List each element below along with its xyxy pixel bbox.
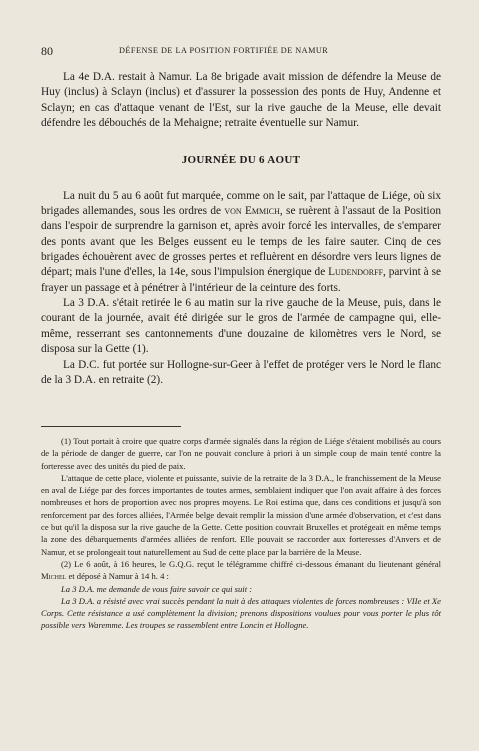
para2-text-a: La nuit du 5 au 6 août fut marquée, comme on le sait, par l'attaque de Liége, où six brigades allemandes, sous les ordres de bbox=[41, 189, 441, 218]
paragraph-3rd-division: La 3 D.A. s'était retirée le 6 au matin sur la rive gauche de la Meuse, puis, dans le courant de la journée, avait été dirigée sur le gros de l'armée de campagne qui, elle-même, resserrant ses cantonnements d'une douzaine de kilomètres vers le Nord, se disposa sur la Gette (1). bbox=[41, 297, 441, 356]
name-von-emmich: von Emmich bbox=[224, 205, 280, 218]
paragraph-cavalry-division: La D.C. fut portée sur Hollogne-sur-Geer à l'effet de protéger vers le Nord le flanc de la 3 D.A. en retraite (2). bbox=[41, 358, 441, 386]
page-number: 80 bbox=[41, 44, 53, 58]
footnotes bbox=[41, 435, 441, 632]
name-ludendorff: Ludendorff bbox=[328, 266, 384, 279]
para2-text-b: , se ruèrent à l'assaut de la Position dans l'espoir de surprendre la garnison et, après avoir forcé les intervalles, de s'emparer des ponts avant que les Belges eussent eu le temps de les faire sauter. Cinq de ces brigades échouèrent avec de grosses pertes et refluèrent en désordre vers leurs lignes de départ; mais l'une d'elles, la 14e, sous l'impulsion énergique de bbox=[41, 205, 441, 279]
telegram-line-2: La 3 D.A. a résisté avec vrai succès pendant la nuit à des attaques violentes de forces nombreuses : VIIe et Xe Corps. Cette résistance a usé complètement la division; prenons dispositions voulues pour vous porter le plus tôt possible vers Waremme. Les troupes se rassemblent entre Loncin et Hollogne. bbox=[41, 595, 441, 631]
running-title: DÉFENSE DE LA POSITION FORTIFIÉE DE NAMUR bbox=[119, 46, 329, 55]
paragraph-night-attack bbox=[41, 189, 441, 296]
footnote-2-text-a: (2) Le 6 août, à 16 heures, le G.Q.G. reçut le télégramme chiffré ci-dessous émanant du lieutenant général bbox=[61, 558, 441, 569]
main-text bbox=[41, 70, 441, 388]
footnote-2 bbox=[41, 558, 441, 583]
footnote-1: (1) Tout portait à croire que quatre corps d'armée signalés dans la région de Liége s'étaient mobilisés au cours de la période de danger de guerre, car l'on ne pouvait conclure à priori à un simple coup de main tenté contre la forteresse avec des unités du pied de paix. bbox=[41, 436, 441, 471]
footnote-rule bbox=[41, 426, 181, 427]
telegram-line-1: La 3 D.A. me demande de vous faire savoir ce qui suit : bbox=[61, 583, 253, 594]
para2-text-c: , parvint à se frayer un passage et à pénétrer à l'intérieur de la ceinture des forts. bbox=[41, 266, 441, 294]
footnote-2-text-b: et déposé à Namur à 14 h. 4 : bbox=[66, 571, 169, 582]
footnote-1-continued: L'attaque de cette place, violente et puissante, suivie de la retraite de la 3 D.A., le franchissement de la Meuse en aval de Liége par des forces importantes de toutes armes, semblaient indiquer que l'on avait affaire à des forces nombreuses et hors de proportion avec nos propres moyens. Le Roi estima que, dans ces conditions et jusqu'à son renforcement par des forces alliées, l'Armée belge devait remplir la mission d'une armée d'observation, et c'est dans ce but qu'il la disposa sur la rive gauche de la Gette. Cette position couvrait Bruxelles et protégeait en même temps la zone des débarquements d'armées alliées de renfort. Elle pouvait se raccorder aux forteresses d'Anvers et de Namur, et se prolongeait tout naturellement au Sud de cette place par la barrière de la Meuse. bbox=[41, 472, 441, 557]
name-michel: Michel bbox=[41, 571, 67, 582]
page-header bbox=[41, 44, 441, 58]
paragraph-4th-division: La 4e D.A. restait à Namur. La 8e brigade avait mission de défendre la Meuse de Huy (inclus) à Sclayn (inclus) et d'assurer la possession des ponts de Huy, Andenne et Sclayn; en cas d'attaque venant de l'Est, sur la rive gauche de la Meuse, elle devait défendre les débouchés de la Mehaigne; retraite éventuelle sur Namur. bbox=[41, 71, 441, 130]
section-title: JOURNÉE DU 6 AOUT bbox=[181, 154, 301, 167]
